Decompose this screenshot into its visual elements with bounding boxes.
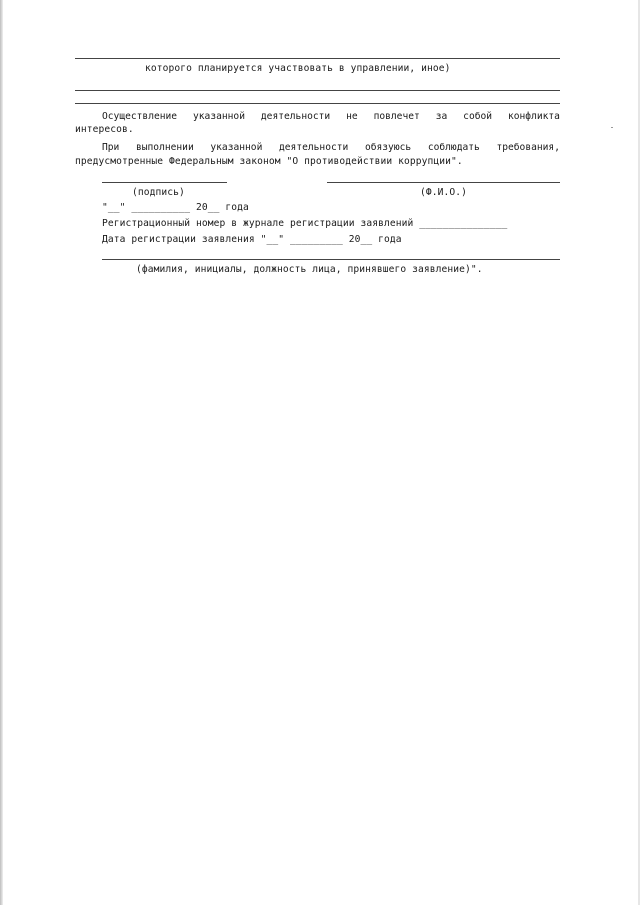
para1-word: не — [346, 111, 358, 122]
paragraph-1-line-1 — [102, 111, 560, 123]
paragraph-2-line-1 — [102, 142, 560, 154]
para1-word: Осуществление — [102, 111, 178, 122]
blank-line-3 — [75, 103, 560, 104]
registrar-line — [102, 259, 560, 260]
fio-line — [327, 182, 560, 183]
scan-edge-left — [0, 0, 3, 905]
line-caption: которого планируется участвовать в управлении, иное) — [145, 63, 451, 74]
fio-caption: (Ф.И.О.) — [420, 187, 468, 198]
scan-speck — [611, 127, 613, 128]
registrar-caption: (фамилия, инициалы, должность лица, принявшего заявление)". — [136, 264, 483, 275]
para1-word: собой — [463, 111, 493, 122]
registration-date-line: Дата регистрации заявления "__" _________ 20__ года — [102, 234, 402, 245]
para1-word: указанной — [193, 111, 245, 122]
date-line: "__" __________ 20__ года — [102, 202, 249, 213]
para2-word: обязуюсь — [364, 142, 412, 153]
para2-word: соблюдать — [427, 142, 480, 153]
para2-word: указанной — [210, 142, 263, 153]
blank-line-2 — [75, 90, 560, 91]
para1-word: повлечет — [373, 111, 420, 122]
para1-word: конфликта — [507, 111, 560, 122]
para1-word: деятельности — [260, 111, 331, 122]
para2-word: выполнении — [135, 142, 194, 153]
registration-number-line: Регистрационный номер в журнале регистрации заявлений _______________ — [102, 218, 508, 229]
para1-word: за — [435, 111, 448, 122]
para2-word: При — [102, 142, 120, 153]
signature-line — [102, 182, 227, 183]
paragraph-1-line-2: интересов. — [75, 124, 134, 135]
para2-word: требования, — [496, 142, 560, 153]
signature-caption: (подпись) — [132, 187, 185, 198]
paragraph-2-line-2: предусмотренные Федеральным законом "О противодействии коррупции". — [75, 156, 463, 167]
blank-line-top — [75, 58, 560, 59]
para2-word: деятельности — [279, 142, 349, 153]
